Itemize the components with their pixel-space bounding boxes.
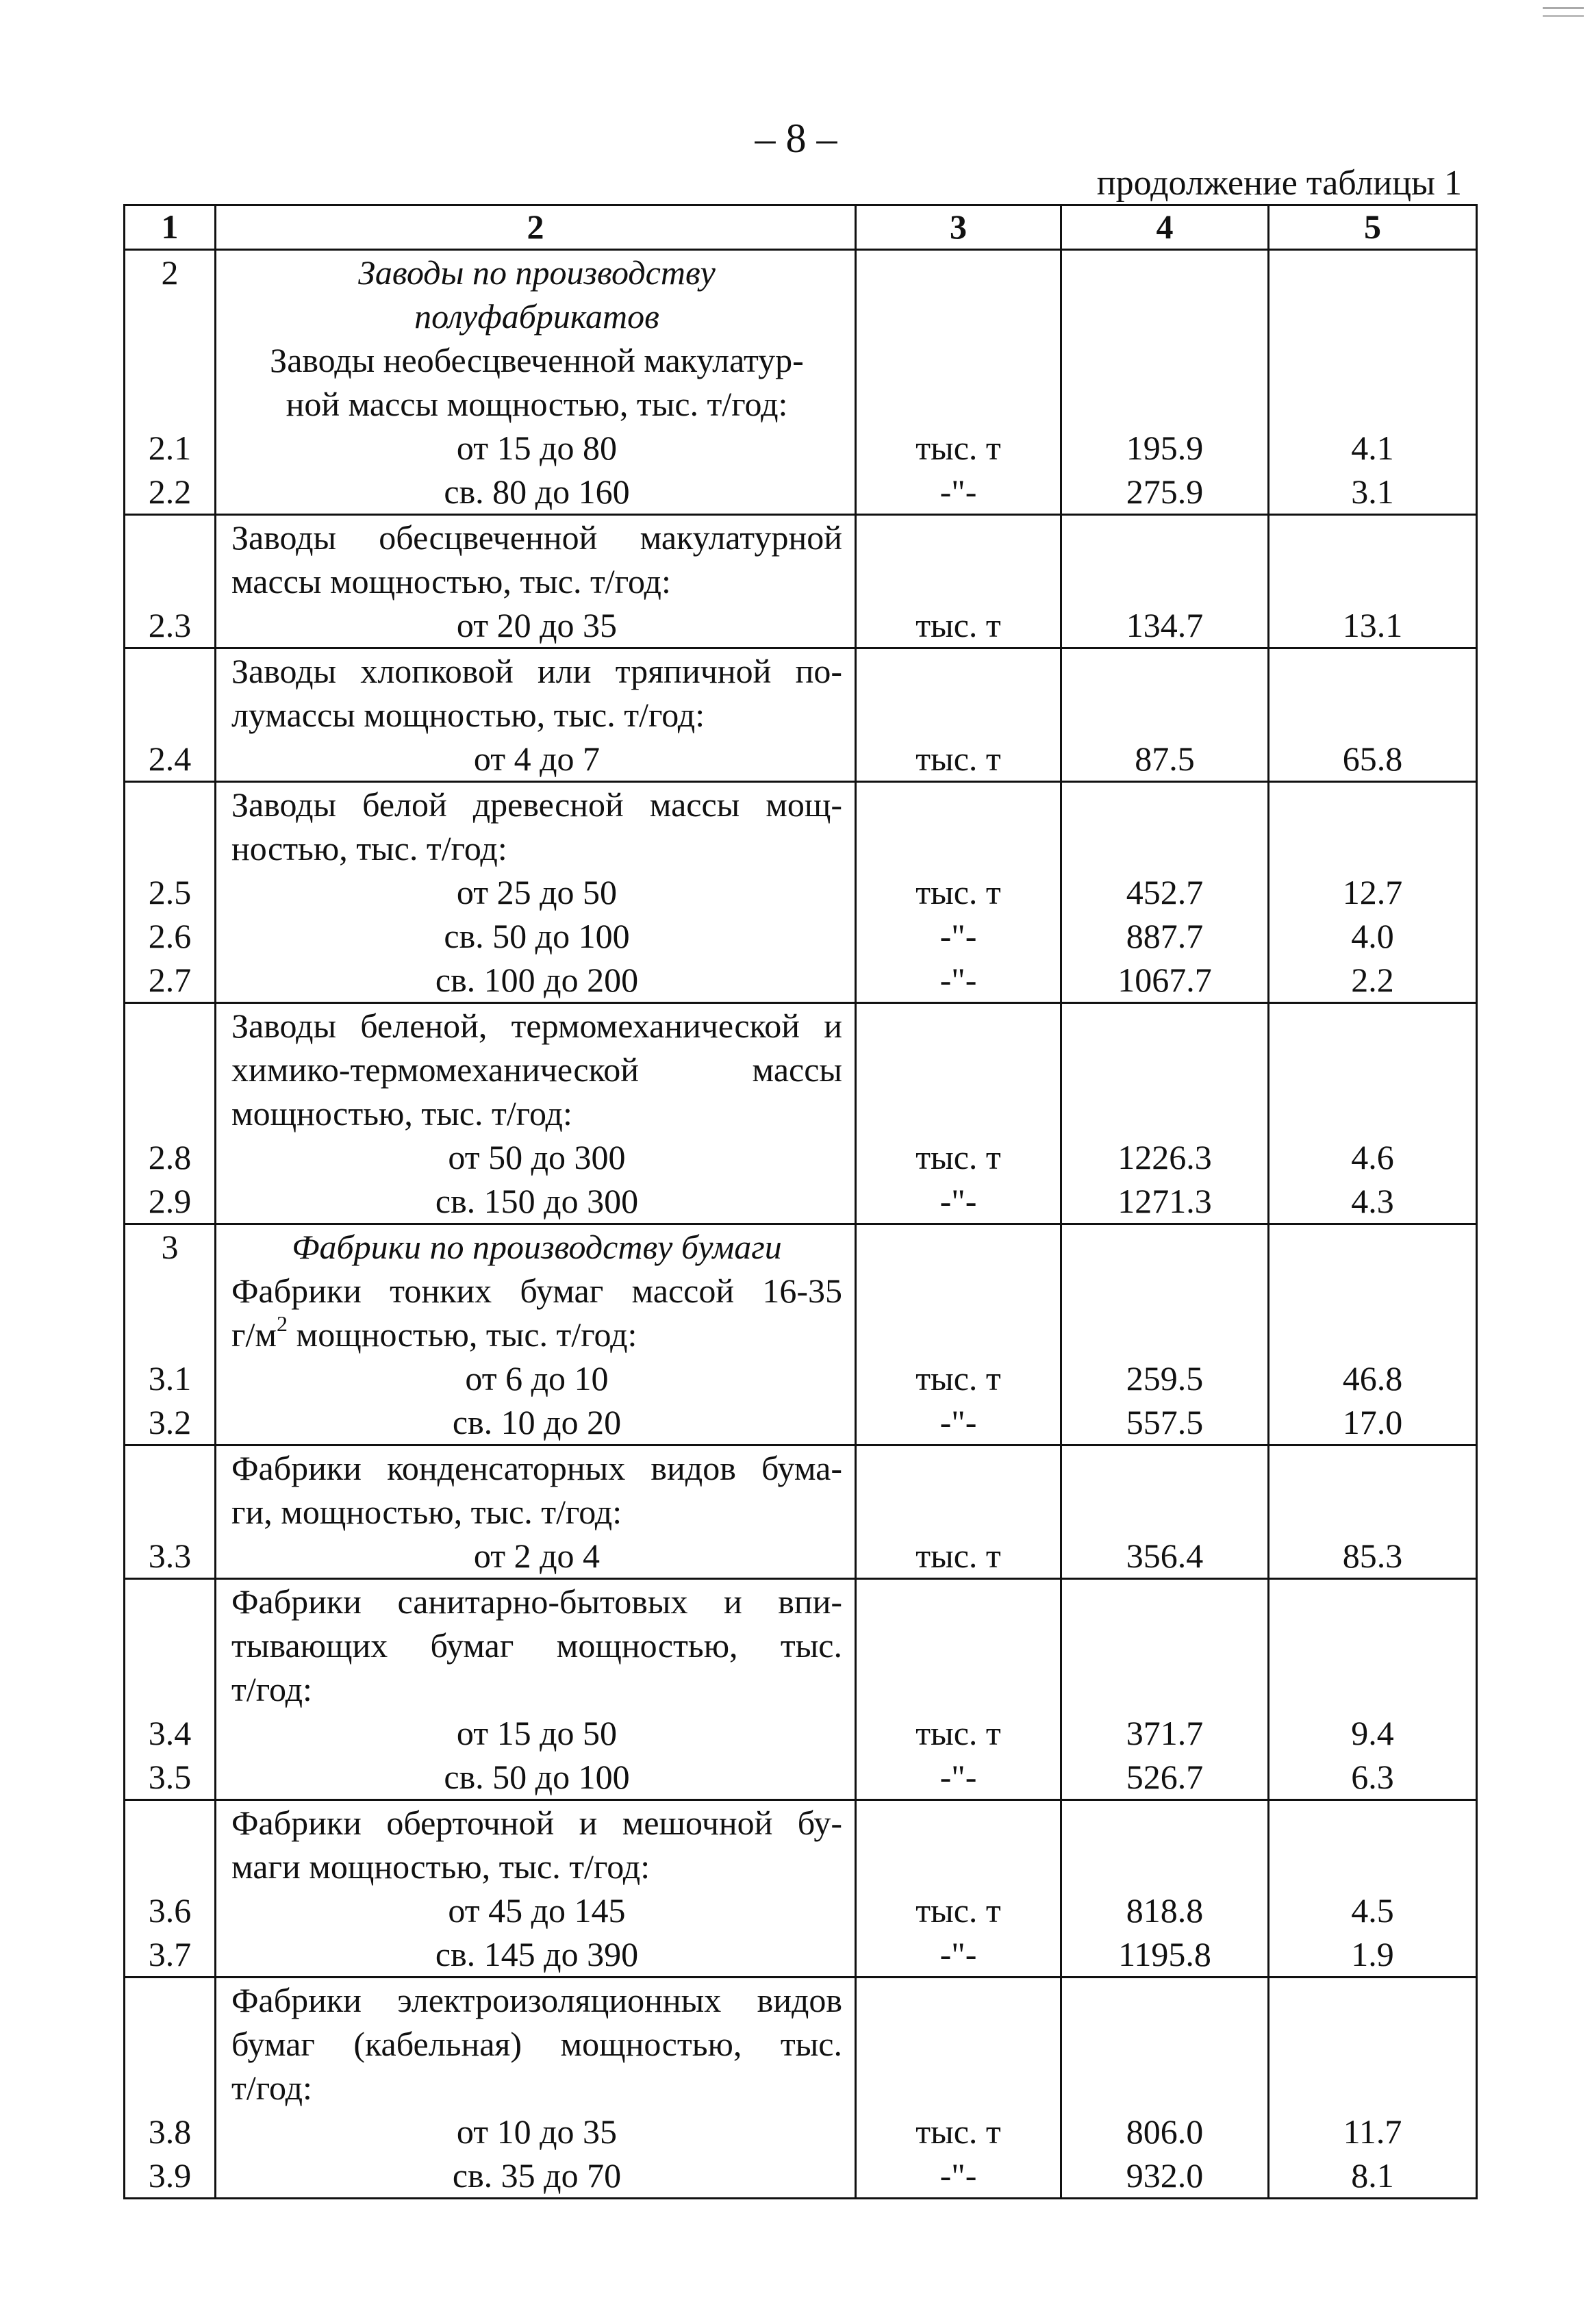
unit (857, 1624, 1060, 1667)
capacity-range: св. 145 до 390 (435, 1935, 639, 1973)
column-header: 1 (125, 205, 216, 250)
value-col4-cell (1061, 250, 1269, 515)
unit (857, 382, 1060, 426)
value-col4: 371.7 (1126, 1714, 1204, 1752)
value-col5 (1269, 1091, 1476, 1135)
value-col5: 1.9 (1351, 1935, 1394, 1973)
value-col5-cell (1269, 1445, 1477, 1579)
value-col5: 4.1 (1351, 429, 1394, 467)
unit (857, 1801, 1060, 1845)
value-col5: 4.5 (1351, 1891, 1394, 1930)
value-col5 (1269, 251, 1476, 294)
item-number: 3.9 (148, 2156, 192, 2195)
value-col5 (1269, 783, 1476, 826)
value-col4: 452.7 (1126, 873, 1204, 911)
description-line: массы мощностью, тыс. т/год: (231, 562, 671, 601)
description-line: Фабрики конденсаторных видов бума- (231, 1449, 842, 1487)
value-col5-cell (1269, 1003, 1477, 1224)
value-col4 (1062, 516, 1267, 559)
item-number-cell (125, 782, 216, 1003)
value-col4: 1271.3 (1117, 1182, 1212, 1220)
value-col4-cell (1061, 1445, 1269, 1579)
value-col5: 12.7 (1342, 873, 1403, 911)
item-number: 2.7 (148, 961, 192, 999)
item-number (125, 693, 214, 737)
value-col4 (1062, 1446, 1267, 1490)
value-col5 (1269, 559, 1476, 603)
value-col5 (1269, 1801, 1476, 1845)
unit (857, 693, 1060, 737)
item-number (125, 559, 214, 603)
value-col5 (1269, 1313, 1476, 1356)
item-number-cell (125, 515, 216, 648)
description-line: т/год: (231, 1670, 312, 1708)
description-cell (216, 1579, 856, 1800)
unit (857, 1845, 1060, 1889)
table-continuation-label: продолжение таблицы 1 (1096, 164, 1462, 203)
value-col5 (1269, 1048, 1476, 1091)
value-col4 (1062, 2066, 1267, 2110)
unit (857, 783, 1060, 826)
value-col4: 195.9 (1126, 429, 1204, 467)
item-number (125, 1580, 214, 1624)
unit (857, 2066, 1060, 2110)
item-number: 3 (161, 1228, 179, 1266)
item-number-cell (125, 1445, 216, 1579)
description-line: Фабрики электроизоляционных видов (231, 1981, 842, 2019)
value-col4 (1062, 1269, 1267, 1313)
capacity-range: св. 35 до 70 (452, 2156, 622, 2195)
unit: -"- (939, 2156, 977, 2195)
value-col5 (1269, 1446, 1476, 1490)
description-cell (216, 250, 856, 515)
capacity-range: от 15 до 50 (456, 1714, 618, 1752)
value-col5 (1269, 826, 1476, 870)
value-col5: 4.6 (1351, 1138, 1394, 1176)
item-number (125, 516, 214, 559)
description-cell (216, 782, 856, 1003)
value-col4-cell (1061, 1224, 1269, 1445)
item-number (125, 294, 214, 338)
table-row-group (125, 1978, 1477, 2199)
item-number (125, 1624, 214, 1667)
item-number: 3.1 (148, 1359, 192, 1398)
value-col4 (1062, 382, 1267, 426)
value-col4: 134.7 (1126, 606, 1204, 644)
value-col4-cell (1061, 1800, 1269, 1978)
unit-cell (856, 1224, 1061, 1445)
item-number: 3.3 (148, 1537, 192, 1575)
section-heading: Фабрики по производству бумаги (292, 1228, 782, 1266)
unit (857, 1667, 1060, 1711)
item-number-cell (125, 648, 216, 782)
item-number (125, 382, 214, 426)
unit-cell (856, 1003, 1061, 1224)
item-number (125, 1004, 214, 1048)
capacity-range: от 45 до 145 (448, 1891, 626, 1930)
value-col5: 65.8 (1342, 740, 1403, 778)
unit (857, 251, 1060, 294)
item-number: 2.2 (148, 472, 192, 511)
item-number: 3.8 (148, 2112, 192, 2151)
capacity-range: от 2 до 4 (473, 1537, 601, 1575)
value-col5 (1269, 693, 1476, 737)
item-number: 2 (161, 253, 179, 292)
table-header-row (125, 205, 1477, 250)
value-col5-cell (1269, 648, 1477, 782)
unit-cell (856, 250, 1061, 515)
item-number: 2.5 (148, 873, 192, 911)
item-number (125, 1313, 214, 1356)
value-col4: 1226.3 (1117, 1138, 1212, 1176)
table-row-group (125, 515, 1477, 648)
description-line: бумаг (кабельная) мощностью, тыс. (231, 2025, 842, 2063)
item-number-cell (125, 250, 216, 515)
column-header: 3 (856, 205, 1061, 250)
value-col4 (1062, 1004, 1267, 1048)
item-number (125, 338, 214, 382)
unit (857, 1091, 1060, 1135)
unit (857, 559, 1060, 603)
table-row-group (125, 648, 1477, 782)
value-col5: 17.0 (1342, 1403, 1403, 1441)
value-col4: 818.8 (1126, 1891, 1204, 1930)
table-row-group (125, 1224, 1477, 1445)
capacity-range: от 20 до 35 (456, 606, 618, 644)
description-line: тывающих бумаг мощностью, тыс. (231, 1626, 842, 1665)
value-col4-cell (1061, 1579, 1269, 1800)
item-number (125, 1978, 214, 2022)
item-number: 2.3 (148, 606, 192, 644)
table-row-group (125, 1800, 1477, 1978)
value-col4 (1062, 1313, 1267, 1356)
value-col5-cell (1269, 782, 1477, 1003)
item-number (125, 2022, 214, 2066)
description-line: маги мощностью, тыс. т/год: (231, 1847, 650, 1886)
value-col4-cell (1061, 1978, 1269, 2199)
value-col5 (1269, 1667, 1476, 1711)
capacity-range: св. 150 до 300 (435, 1182, 639, 1220)
column-header: 5 (1269, 205, 1477, 250)
description-cell (216, 1978, 856, 2199)
value-col4 (1062, 338, 1267, 382)
value-col5: 9.4 (1351, 1714, 1394, 1752)
unit: тыс. т (915, 1537, 1001, 1575)
value-col4 (1062, 1580, 1267, 1624)
unit (857, 1580, 1060, 1624)
item-number-cell (125, 1978, 216, 2199)
item-number-cell (125, 1800, 216, 1978)
value-col5 (1269, 1845, 1476, 1889)
description-cell (216, 1445, 856, 1579)
value-col4 (1062, 1667, 1267, 1711)
value-col5 (1269, 2066, 1476, 2110)
value-col5 (1269, 382, 1476, 426)
unit (857, 1269, 1060, 1313)
description-line: Фабрики оберточной и мешочной бу- (231, 1804, 842, 1842)
item-number: 3.6 (148, 1891, 192, 1930)
description-line: мощностью, тыс. т/год: (231, 1094, 572, 1133)
unit-cell (856, 648, 1061, 782)
value-col5 (1269, 2022, 1476, 2066)
value-col5-cell (1269, 1224, 1477, 1445)
value-col4 (1062, 783, 1267, 826)
description-line: ной массы мощностью, тыс. т/год: (286, 385, 788, 423)
value-col5-cell (1269, 1978, 1477, 2199)
item-number (125, 1446, 214, 1490)
capacity-range: св. 50 до 100 (444, 1758, 630, 1796)
value-col5 (1269, 1490, 1476, 1534)
value-col5: 3.1 (1351, 472, 1394, 511)
unit (857, 294, 1060, 338)
unit-cell (856, 1800, 1061, 1978)
unit (857, 1048, 1060, 1091)
unit (857, 1490, 1060, 1534)
unit (857, 649, 1060, 693)
value-col4 (1062, 559, 1267, 603)
value-col4: 887.7 (1126, 917, 1204, 955)
value-col5 (1269, 1004, 1476, 1048)
value-col5-cell (1269, 1579, 1477, 1800)
unit: тыс. т (915, 429, 1001, 467)
unit: -"- (939, 917, 977, 955)
scan-edge-mark (1543, 7, 1584, 9)
capacity-range: св. 100 до 200 (435, 961, 639, 999)
description-line: Заводы хлопковой или тряпичной по- (231, 652, 842, 690)
value-col5: 11.7 (1343, 2112, 1402, 2151)
data-table (123, 204, 1478, 2199)
item-number-cell (125, 1579, 216, 1800)
unit-text: г/м (231, 1315, 277, 1354)
item-number: 2.8 (148, 1138, 192, 1176)
item-number (125, 783, 214, 826)
value-col4: 806.0 (1126, 2112, 1204, 2151)
value-col4-cell (1061, 648, 1269, 782)
unit (857, 1004, 1060, 1048)
unit (857, 1313, 1060, 1356)
value-col4: 259.5 (1126, 1359, 1204, 1398)
item-number: 2.4 (148, 740, 192, 778)
description-cell (216, 1224, 856, 1445)
value-col4-cell (1061, 515, 1269, 648)
value-col4 (1062, 2022, 1267, 2066)
section-heading: полуфабрикатов (414, 297, 659, 336)
unit: -"- (939, 1182, 977, 1220)
value-col4 (1062, 1490, 1267, 1534)
capacity-range: от 10 до 35 (456, 2112, 618, 2151)
description-line: Заводы необесцвеченной макулатур- (270, 341, 804, 379)
item-number: 3.5 (148, 1758, 192, 1796)
section-heading: Заводы по производству (358, 253, 716, 292)
unit: тыс. т (915, 1714, 1001, 1752)
unit-cell (856, 1445, 1061, 1579)
item-number (125, 1091, 214, 1135)
value-col4 (1062, 649, 1267, 693)
value-col4: 275.9 (1126, 472, 1204, 511)
unit: -"- (939, 1758, 977, 1796)
description-cell (216, 648, 856, 782)
description-line: Заводы обесцвеченной макулатурной (231, 518, 842, 557)
value-col5-cell (1269, 515, 1477, 648)
item-number: 3.4 (148, 1714, 192, 1752)
description-line: Заводы белой древесной массы мощ- (231, 785, 842, 824)
capacity-range: св. 80 до 160 (444, 472, 630, 511)
description-cell (216, 1003, 856, 1224)
unit (857, 516, 1060, 559)
unit: -"- (939, 961, 977, 999)
unit: -"- (939, 472, 977, 511)
capacity-range: св. 50 до 100 (444, 917, 630, 955)
capacity-range: от 50 до 300 (448, 1138, 626, 1176)
description-cell (216, 1800, 856, 1978)
value-col4 (1062, 1845, 1267, 1889)
description-line: т/год: (231, 2069, 312, 2107)
capacity-range: св. 10 до 20 (452, 1403, 622, 1441)
item-number (125, 1269, 214, 1313)
item-number (125, 1801, 214, 1845)
item-number: 3.7 (148, 1935, 192, 1973)
value-col4 (1062, 1225, 1267, 1269)
unit: тыс. т (915, 740, 1001, 778)
description-line: Заводы беленой, термомеханической и (231, 1007, 842, 1045)
value-col4-cell (1061, 782, 1269, 1003)
description-line: химико-термомеханической массы (231, 1050, 842, 1089)
table-row-group (125, 250, 1477, 515)
value-col4 (1062, 826, 1267, 870)
unit-cell (856, 1978, 1061, 2199)
capacity-range: от 25 до 50 (456, 873, 618, 911)
unit (857, 1446, 1060, 1490)
unit-cell (856, 782, 1061, 1003)
value-col5 (1269, 1269, 1476, 1313)
value-col4 (1062, 1048, 1267, 1091)
value-col4: 356.4 (1126, 1537, 1204, 1575)
capacity-range: от 6 до 10 (465, 1359, 609, 1398)
item-number (125, 1667, 214, 1711)
value-col5 (1269, 1624, 1476, 1667)
item-number (125, 1845, 214, 1889)
value-col4: 1195.8 (1118, 1935, 1211, 1973)
item-number (125, 2066, 214, 2110)
value-col4 (1062, 251, 1267, 294)
table-row-group (125, 1445, 1477, 1579)
value-col5-cell (1269, 250, 1477, 515)
item-number: 2.6 (148, 917, 192, 955)
item-number-cell (125, 1003, 216, 1224)
capacity-range: от 15 до 80 (456, 429, 618, 467)
unit (857, 2022, 1060, 2066)
unit: тыс. т (915, 1138, 1001, 1176)
item-number: 3.2 (148, 1403, 192, 1441)
value-col4 (1062, 294, 1267, 338)
description-line: лумассы мощностью, тыс. т/год: (231, 696, 705, 734)
unit-cell (856, 515, 1061, 648)
value-col4-cell (1061, 1003, 1269, 1224)
unit: тыс. т (915, 873, 1001, 911)
description-line: Фабрики санитарно-бытовых и впи- (231, 1582, 842, 1621)
value-col5 (1269, 1225, 1476, 1269)
superscript: 2 (277, 1313, 288, 1336)
unit-cell (856, 1579, 1061, 1800)
value-col4 (1062, 1801, 1267, 1845)
description-line: ностью, тыс. т/год: (231, 829, 507, 868)
description-line (216, 1313, 855, 1356)
unit (857, 1225, 1060, 1269)
unit: тыс. т (915, 1891, 1001, 1930)
table-row-group (125, 1579, 1477, 1800)
item-number (125, 826, 214, 870)
value-col5 (1269, 649, 1476, 693)
capacity-range: от 4 до 7 (473, 740, 601, 778)
table-row-group (125, 782, 1477, 1003)
unit: -"- (939, 1403, 977, 1441)
value-col5: 85.3 (1342, 1537, 1403, 1575)
table-row-group (125, 1003, 1477, 1224)
description-text: мощностью, тыс. т/год: (288, 1315, 637, 1354)
value-col5 (1269, 338, 1476, 382)
unit (857, 1978, 1060, 2022)
item-number: 2.1 (148, 429, 192, 467)
unit: тыс. т (915, 606, 1001, 644)
description-cell (216, 515, 856, 648)
value-col5: 46.8 (1342, 1359, 1403, 1398)
column-header: 2 (216, 205, 856, 250)
value-col5 (1269, 1580, 1476, 1624)
value-col5: 4.3 (1351, 1182, 1394, 1220)
value-col4 (1062, 1091, 1267, 1135)
value-col5: 6.3 (1351, 1758, 1394, 1796)
item-number (125, 1490, 214, 1534)
item-number (125, 649, 214, 693)
value-col5: 2.2 (1351, 961, 1394, 999)
column-header: 4 (1061, 205, 1269, 250)
value-col5 (1269, 1978, 1476, 2022)
scan-edge-mark (1543, 15, 1584, 17)
value-col4: 87.5 (1135, 740, 1195, 778)
unit: тыс. т (915, 1359, 1001, 1398)
page-number: – 8 – (755, 116, 837, 161)
value-col4 (1062, 693, 1267, 737)
value-col4: 932.0 (1126, 2156, 1204, 2195)
value-col4 (1062, 1978, 1267, 2022)
description-line: Фабрики тонких бумаг массой 16-35 (231, 1272, 842, 1310)
value-col5 (1269, 294, 1476, 338)
description-line: ги, мощностью, тыс. т/год: (231, 1493, 622, 1531)
unit: тыс. т (915, 2112, 1001, 2151)
value-col5: 8.1 (1351, 2156, 1394, 2195)
item-number (125, 1048, 214, 1091)
value-col5: 13.1 (1342, 606, 1403, 644)
value-col5: 4.0 (1351, 917, 1394, 955)
unit (857, 338, 1060, 382)
unit: -"- (939, 1935, 977, 1973)
value-col5 (1269, 516, 1476, 559)
value-col5-cell (1269, 1800, 1477, 1978)
value-col4: 1067.7 (1117, 961, 1212, 999)
item-number-cell (125, 1224, 216, 1445)
value-col4 (1062, 1624, 1267, 1667)
value-col4: 557.5 (1126, 1403, 1204, 1441)
value-col4: 526.7 (1126, 1758, 1204, 1796)
unit (857, 826, 1060, 870)
item-number: 2.9 (148, 1182, 192, 1220)
